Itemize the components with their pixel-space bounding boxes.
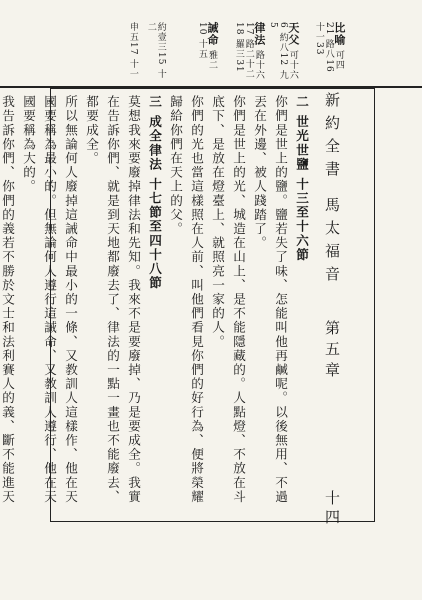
ref-2-head: 天父 (286, 22, 300, 46)
running-head-chapter: 第五章 (323, 320, 341, 383)
ref-6-body: 約壹三15 十二 (145, 22, 166, 80)
ref-5 (127, 22, 137, 79)
ref-1-head: 比喻 (332, 22, 346, 46)
ref-4 (196, 22, 218, 80)
ref-3 (233, 22, 265, 80)
cross-references (0, 0, 422, 80)
ref-1-body: 可四21 路八16 十一33 (313, 22, 344, 73)
ref-6 (145, 22, 165, 80)
ref-4-head: 誡命 (205, 22, 219, 46)
section-heading: 三 成全律法 十七節至四十八節 (147, 95, 162, 291)
ref-5-body: 申五17 十一 (127, 22, 138, 80)
verse-line: 你們的光也當這樣照在人前、叫他們看見你們的好行為、便將榮耀歸給你們在天上的父。 (168, 95, 204, 504)
section-heading: 二 世光世鹽 十三至十六節 (294, 95, 309, 262)
ref-1 (313, 22, 345, 80)
ref-2-body: 可十六6 約八12 九5 (267, 22, 298, 80)
ref-3-body: 路十六17 路二十二18 羅三31 (233, 22, 264, 80)
page-number: 十四 (323, 490, 341, 528)
running-head-title: 新約全書 馬太福音 (323, 92, 341, 289)
scripture-text (0, 95, 312, 515)
verse-line: 你們是世上的鹽。鹽若失了味、怎能叫他再鹹呢。以後無用、不過丟在外邊、被人踐踏了。 (252, 95, 288, 504)
verse-line: 莫想我來要廢掉律法和先知。我來不是要廢掉、乃是要成全。我實在告訴你們、就是到天地都廢去了、律法的一點一畫也不能廢去、都要成全。 (84, 95, 141, 504)
ref-2 (267, 22, 299, 80)
ref-4-body: 雅二10 十五 (196, 22, 217, 70)
verse-line: 你們是世上的光、城造在山上、是不能隱藏的。人點燈、不放在斗底下、是放在燈臺上、就照亮一家的人。 (210, 95, 246, 504)
verse-line: 所以無論何人廢掉這誡命中最小的一條、又教訓人這樣作、他在天國要稱為最小的。但無論何人遵行這誡命、又教訓人遵行、他在天國要稱為大的。 (21, 95, 78, 504)
ref-3-head: 律法 (252, 22, 266, 46)
verse-line: 我告訴你們、你們的義若不勝於文士和法利賽人的義、斷不能進天 (0, 95, 15, 504)
